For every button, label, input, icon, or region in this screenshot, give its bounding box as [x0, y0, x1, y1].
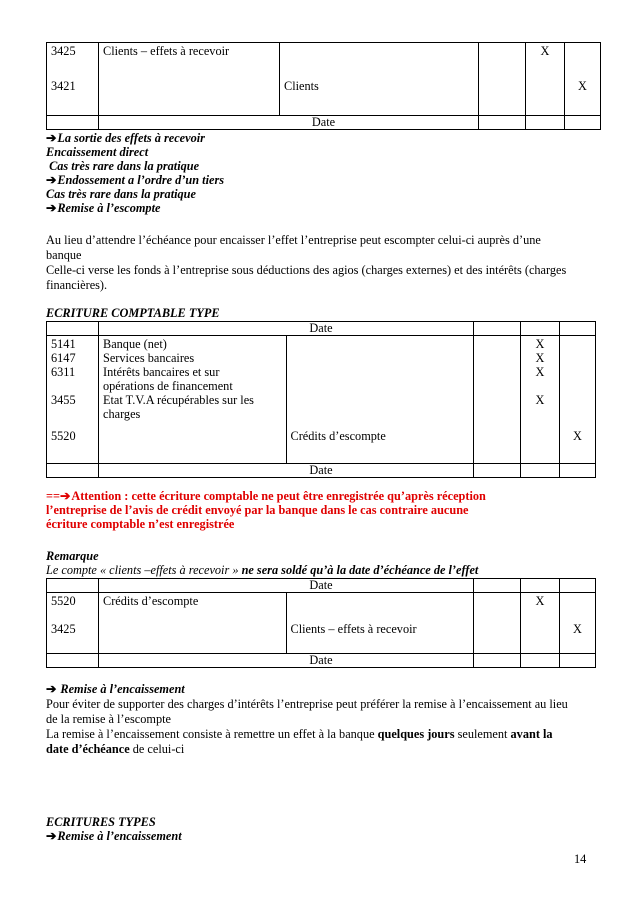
text-line: banque	[46, 248, 82, 262]
arrow-right-icon: ➔	[46, 173, 57, 187]
credit-column	[560, 593, 596, 654]
credit-column	[565, 43, 601, 116]
account-column	[47, 593, 99, 654]
text-line: l’entreprise de l’avis de crédit envoyé par la banque dans le cas contraire aucune	[46, 503, 469, 517]
credit-label-column	[286, 336, 474, 464]
credit-label-column	[280, 43, 479, 116]
text-run: La remise à l’encaissement consiste à remettre un effet à la banque	[46, 727, 378, 741]
text-line: Au lieu d’attendre l’échéance pour encaisser l’effet l’entreprise peut escompter celui-ci auprès d’une	[46, 233, 541, 247]
credit-mark: X	[578, 79, 587, 93]
remarque-block	[46, 549, 596, 577]
subheading: Remise à l’encaissement	[57, 829, 182, 843]
arrow-right-icon: ➔	[46, 829, 57, 843]
debit-column	[521, 336, 560, 464]
debit-label-column	[99, 593, 287, 654]
debit-mark: X	[535, 365, 545, 379]
text-line: financières).	[46, 278, 108, 292]
account-column	[47, 336, 99, 464]
account-label: Crédits d’escompte	[290, 429, 386, 443]
text-line: de la remise à l’escompte	[46, 712, 171, 726]
account-label: Services bancaires	[103, 351, 195, 365]
account-number: 3455	[51, 393, 76, 407]
ecritures-types-section	[46, 815, 596, 843]
subheading: Remise à l’escompte	[57, 201, 161, 215]
arrow-right-icon: ➔	[46, 682, 57, 696]
arrow-right-icon: ➔	[46, 131, 57, 145]
date-label: Date	[309, 463, 333, 477]
account-label: charges	[103, 407, 141, 421]
attention-block	[46, 489, 596, 531]
debit-column	[526, 43, 565, 116]
date-label: Date	[309, 653, 333, 667]
journal-entry-table-3	[46, 578, 596, 668]
credit-mark: X	[573, 622, 582, 636]
account-column	[47, 43, 99, 116]
debit-label-column	[99, 336, 287, 464]
date-label: Date	[309, 321, 333, 335]
encaissement-section	[46, 682, 596, 757]
debit-mark: X	[535, 393, 545, 407]
remarque-text: Le compte « clients –effets à recevoir »	[46, 563, 242, 577]
account-label: Banque (net)	[103, 337, 167, 351]
account-number: 3425	[51, 44, 76, 58]
section-title: Remise à l’encaissement	[60, 682, 185, 696]
page-number: 14	[574, 852, 587, 866]
section-heading: ECRITURE COMPTABLE TYPE	[46, 306, 220, 320]
account-label: Clients – effets à recevoir	[290, 622, 417, 636]
debit-column	[521, 593, 560, 654]
credit-mark: X	[573, 429, 582, 443]
credit-label-column	[286, 593, 474, 654]
account-label: Crédits d’escompte	[103, 594, 199, 608]
text-line: Celle-ci verse les fonds à l’entreprise sous déductions des agios (charges externes) et des intérêts (charges	[46, 263, 567, 277]
remarque-title: Remarque	[46, 549, 99, 563]
escompte-paragraph	[46, 233, 596, 293]
text-line: Pour éviter de supporter des charges d’intérêts l’entreprise peut préférer la remise à l’encaissement au lieu	[46, 697, 568, 711]
debit-mark: X	[535, 594, 545, 608]
account-label: Etat T.V.A récupérables sur les	[103, 393, 254, 407]
spacer-column	[474, 336, 521, 464]
spacer-column	[479, 43, 526, 116]
subheading: Encaissement direct	[46, 145, 149, 159]
emphasis: date d’échéance	[46, 742, 130, 756]
debit-mark: X	[540, 44, 550, 58]
arrow-right-icon: ➔	[60, 489, 71, 503]
debit-mark: X	[535, 337, 545, 351]
account-label: Intérêts bancaires et sur	[103, 365, 220, 379]
date-label: Date	[309, 578, 333, 592]
section-heading: ECRITURES TYPES	[46, 815, 156, 829]
account-number: 5141	[51, 337, 76, 351]
remarque-emphasis: ne sera soldé qu’à la date d’échéance de l’effet	[241, 563, 479, 577]
attention-prefix: ==	[46, 489, 61, 503]
account-label: opérations de financement	[103, 379, 233, 393]
debit-label-column	[99, 43, 280, 116]
journal-entry-table-1	[46, 42, 601, 130]
note: Cas très rare dans la pratique	[46, 159, 200, 173]
arrow-right-icon: ➔	[46, 201, 57, 215]
account-number: 6311	[51, 365, 76, 379]
emphasis: quelques jours	[377, 727, 455, 741]
note: Cas très rare dans la pratique	[46, 187, 196, 201]
account-number: 6147	[51, 351, 76, 365]
account-number: 3421	[51, 79, 76, 93]
account-number: 3425	[51, 622, 76, 636]
exit-section	[46, 131, 596, 215]
journal-entry-table-2	[46, 321, 596, 478]
spacer-column	[474, 593, 521, 654]
text-line: Attention : cette écriture comptable ne peut être enregistrée qu’après réception	[71, 489, 486, 503]
text-line: écriture comptable n’est enregistrée	[46, 517, 235, 531]
text-run: de celui-ci	[129, 742, 185, 756]
emphasis: avant la	[510, 727, 553, 741]
subheading: Endossement a l’ordre d’un tiers	[57, 173, 225, 187]
credit-column	[560, 336, 596, 464]
account-number: 5520	[51, 429, 76, 443]
date-label: Date	[311, 115, 336, 129]
text-run: seulement	[454, 727, 511, 741]
account-label: Clients – effets à recevoir	[103, 44, 230, 58]
account-number: 5520	[51, 594, 76, 608]
section-title: La sortie des effets à recevoir	[57, 131, 205, 145]
account-label: Clients	[284, 79, 319, 93]
debit-mark: X	[535, 351, 545, 365]
